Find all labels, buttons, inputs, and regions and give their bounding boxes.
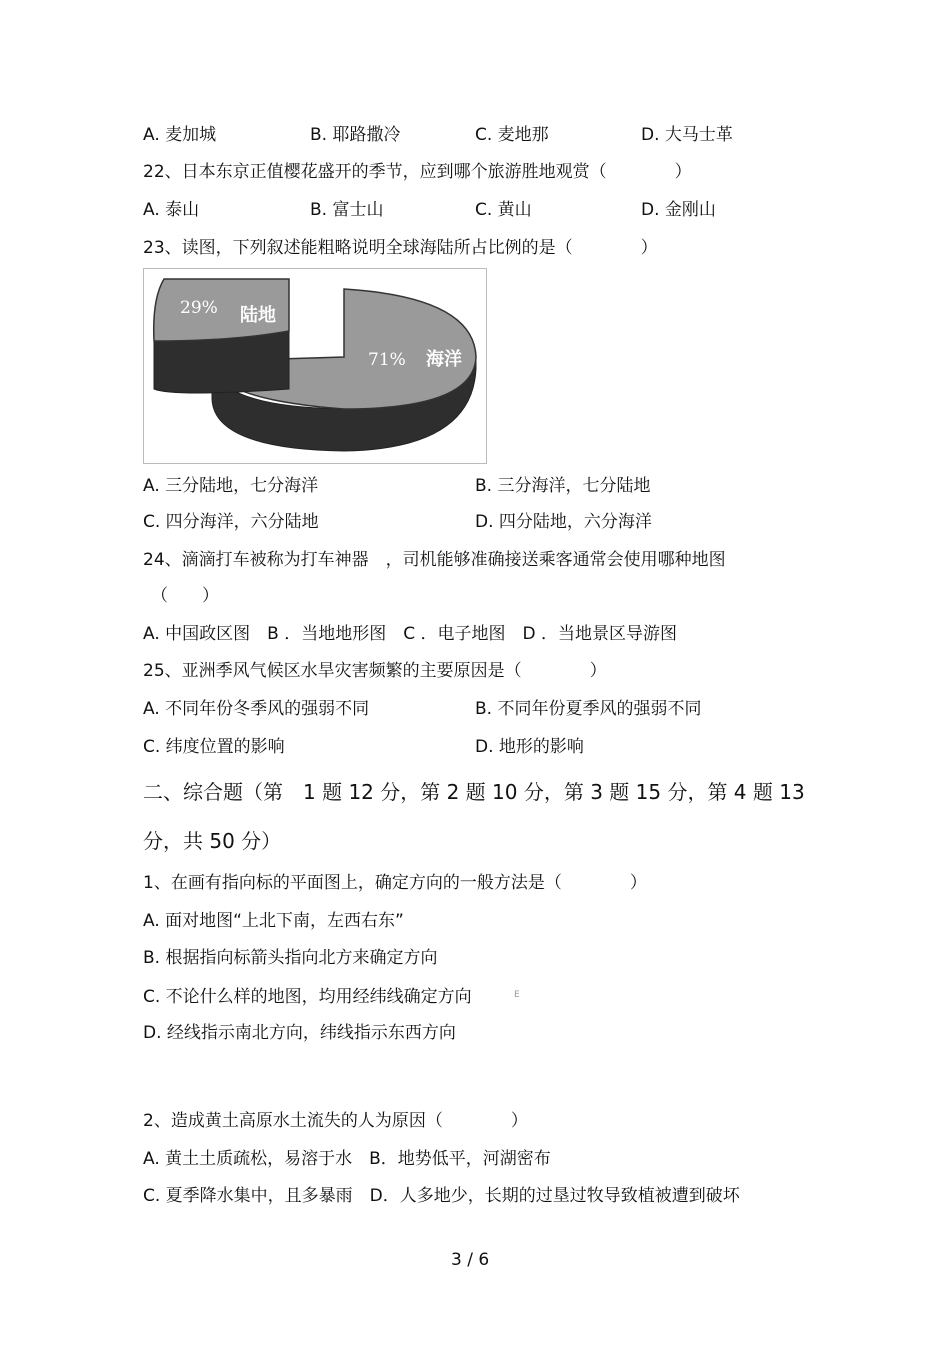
q21-option-c: C. 麦地那: [475, 125, 549, 145]
s2q1-option-c: C. 不论什么样的地图，均用经纬线确定方向: [143, 987, 472, 1007]
ocean-percent-label: 71%: [368, 350, 406, 370]
q25-option-a: A. 不同年份冬季风的强弱不同: [143, 699, 370, 719]
s2q1-stem: 1、在画有指向标的平面图上，确定方向的一般方法是（ ）: [143, 873, 647, 893]
q23-option-c: C. 四分海洋，六分陆地: [143, 512, 319, 532]
q23-option-a: A. 三分陆地，七分海洋: [143, 476, 319, 496]
q23-option-b: B. 三分海洋，七分陆地: [475, 476, 651, 496]
q24-stem: 24、滴滴打车被称为打车神器 ，司机能够准确接送乘客通常会使用哪种地图: [143, 550, 726, 570]
q25-option-c: C. 纬度位置的影响: [143, 737, 285, 757]
q22-option-c: C. 黄山: [475, 200, 532, 220]
q22-option-b: B. 富士山: [310, 200, 384, 220]
s2q2-stem: 2、造成黄土高原水土流失的人为原因（ ）: [143, 1111, 528, 1131]
page-number: 3 / 6: [451, 1250, 490, 1270]
q24-options: A. 中国政区图 B ．当地地形图 C ．电子地图 D ．当地景区导游图: [143, 624, 677, 644]
q22-option-d: D. 金刚山: [641, 200, 716, 220]
land-category-label: 陆地: [240, 305, 276, 326]
section2-heading-line1: 二、综合题（第 1 题 12 分，第 2 题 10 分，第 3 题 15 分，第 4 题 13: [143, 780, 805, 804]
scan-mark: E: [514, 990, 520, 1000]
s2q1-option-a: A. 面对地图“上北下南，左西右东”: [143, 911, 404, 931]
ocean-category-label: 海洋: [426, 349, 462, 370]
pie-chart-svg: [144, 269, 486, 463]
q21-option-a: A. 麦加城: [143, 125, 217, 145]
q23-option-d: D. 四分陆地，六分海洋: [475, 512, 652, 532]
s2q2-options-line2: C. 夏季降水集中，且多暴雨 D．人多地少，长期的过垦过牧导致植被遭到破坏: [143, 1186, 740, 1206]
s2q1-option-d: D. 经线指示南北方向，纬线指示东西方向: [143, 1023, 456, 1043]
q25-stem: 25、亚洲季风气候区水旱灾害频繁的主要原因是（ ）: [143, 661, 607, 681]
q21-option-b: B. 耶路撒冷: [310, 125, 401, 145]
q21-option-d: D. 大马士革: [641, 125, 733, 145]
section2-heading-line2: 分，共 50 分）: [143, 829, 282, 853]
land-percent-label: 29%: [180, 298, 218, 318]
q24-paren: （ ）: [151, 586, 219, 606]
q23-stem: 23、读图，下列叙述能粗略说明全球海陆所占比例的是（ ）: [143, 238, 658, 258]
land-sea-pie-chart: [143, 268, 487, 464]
q22-stem: 22、日本东京正值樱花盛开的季节，应到哪个旅游胜地观赏（ ）: [143, 162, 692, 182]
s2q2-options-line1: A. 黄土土质疏松，易溶于水 B．地势低平，河湖密布: [143, 1149, 551, 1169]
q25-option-b: B. 不同年份夏季风的强弱不同: [475, 699, 702, 719]
q25-option-d: D. 地形的影响: [475, 737, 584, 757]
s2q1-option-b: B. 根据指向标箭头指向北方来确定方向: [143, 948, 438, 968]
q22-option-a: A. 泰山: [143, 200, 200, 220]
